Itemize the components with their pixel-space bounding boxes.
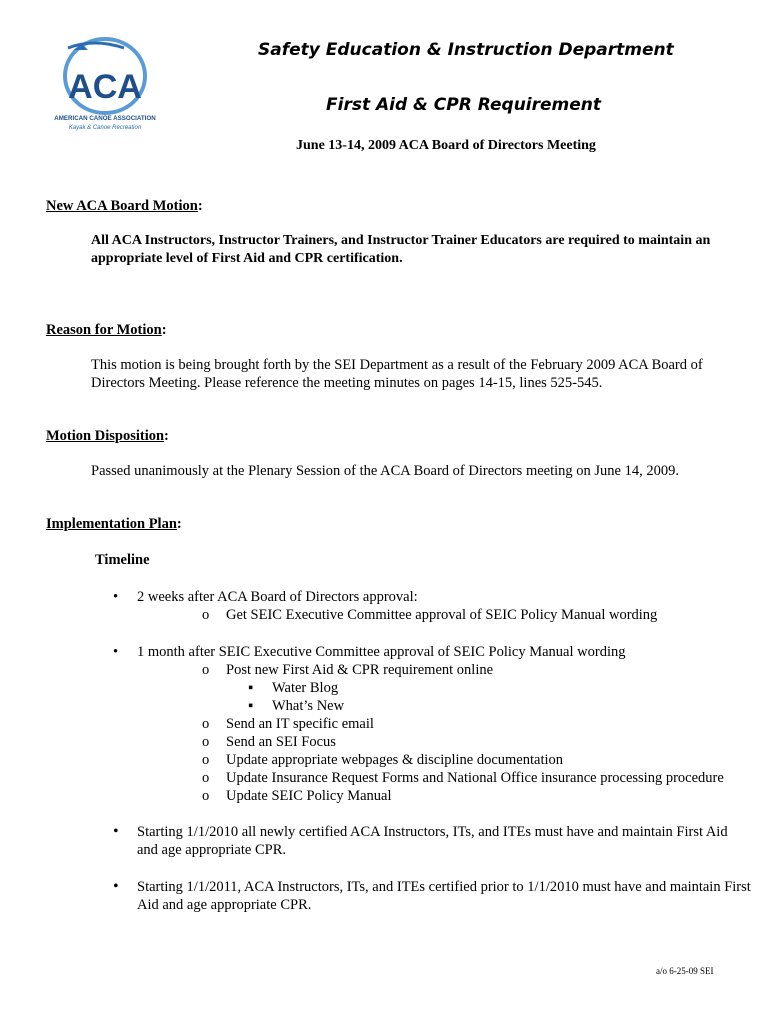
bullet-marker: • [113,589,119,605]
logo-acronym: ACA [68,68,142,106]
department-title: Safety Education & Instruction Department [258,40,674,60]
logo-tagline: Kayak & Canoe Recreation [68,125,142,131]
square-marker: ▪ [248,698,254,714]
circle-marker: o [202,607,210,623]
list-item: ▪ What’s New [248,698,345,714]
circle-marker: o [202,662,210,678]
timeline-label: Timeline [95,552,150,568]
circle-marker: o [202,752,210,768]
disposition-text: Passed unanimously at the Plenary Session of the ACA Board of Directors meeting on June 14, 2009. [91,463,679,479]
bullet-marker: • [113,823,119,840]
section-heading-motion: New ACA Board Motion: [46,198,203,214]
section-heading-reason: Reason for Motion: [46,322,167,338]
aca-canoe-logo-icon [54,36,156,136]
square-marker: ▪ [248,680,254,696]
list-item: o Post new First Aid & CPR requirement online [202,662,494,678]
revision-note: a/o 6-25-09 SEI [656,966,714,976]
reason-text: This motion is being brought forth by the SEI Department as a result of the February 2009 ACA Board of Directors Meeting. Please reference the meeting minutes on pages 14-15, lines 525-545. [91,357,703,391]
document-title: First Aid & CPR Requirement [326,95,602,115]
aca-logo [54,36,156,136]
meeting-date: June 13-14, 2009 ACA Board of Directors Meeting [296,138,596,153]
list-item: o Send an IT specific email [202,716,374,732]
bullet-marker: • [113,644,119,660]
circle-marker: o [202,770,210,786]
section-heading-plan: Implementation Plan: [46,516,182,532]
list-item: • 1 month after SEIC Executive Committee approval of SEIC Policy Manual wording [113,644,626,660]
list-item: o Update appropriate webpages & discipline documentation [202,752,564,768]
list-item: ▪ Water Blog [248,680,339,696]
list-item: o Get SEIC Executive Committee approval of SEIC Policy Manual wording [202,607,658,623]
circle-marker: o [202,716,210,732]
section-heading-disposition: Motion Disposition: [46,428,169,444]
bullet-marker: • [113,878,119,895]
motion-text: All ACA Instructors, Instructor Trainers, and Instructor Trainer Educators are required to maintain an appropriate level of First Aid and CPR certification. [91,233,711,266]
list-item: o Send an SEI Focus [202,734,336,750]
list-item: Starting 1/1/2010 all newly certified ACA Instructors, ITs, and ITEs must have and maintain First Aid and age appropriate CPR. [137,824,728,858]
circle-marker: o [202,788,210,804]
list-item: Starting 1/1/2011, ACA Instructors, ITs, and ITEs certified prior to 1/1/2010 must have and maintain First Aid and age appropriate CPR. [137,879,751,913]
list-item: o Update SEIC Policy Manual [202,788,392,804]
list-item: • 2 weeks after ACA Board of Directors approval: [113,589,418,605]
list-item: o Update Insurance Request Forms and National Office insurance processing procedure [202,770,724,786]
logo-org-name: AMERICAN CANOE ASSOCIATION [54,115,156,122]
circle-marker: o [202,734,210,750]
